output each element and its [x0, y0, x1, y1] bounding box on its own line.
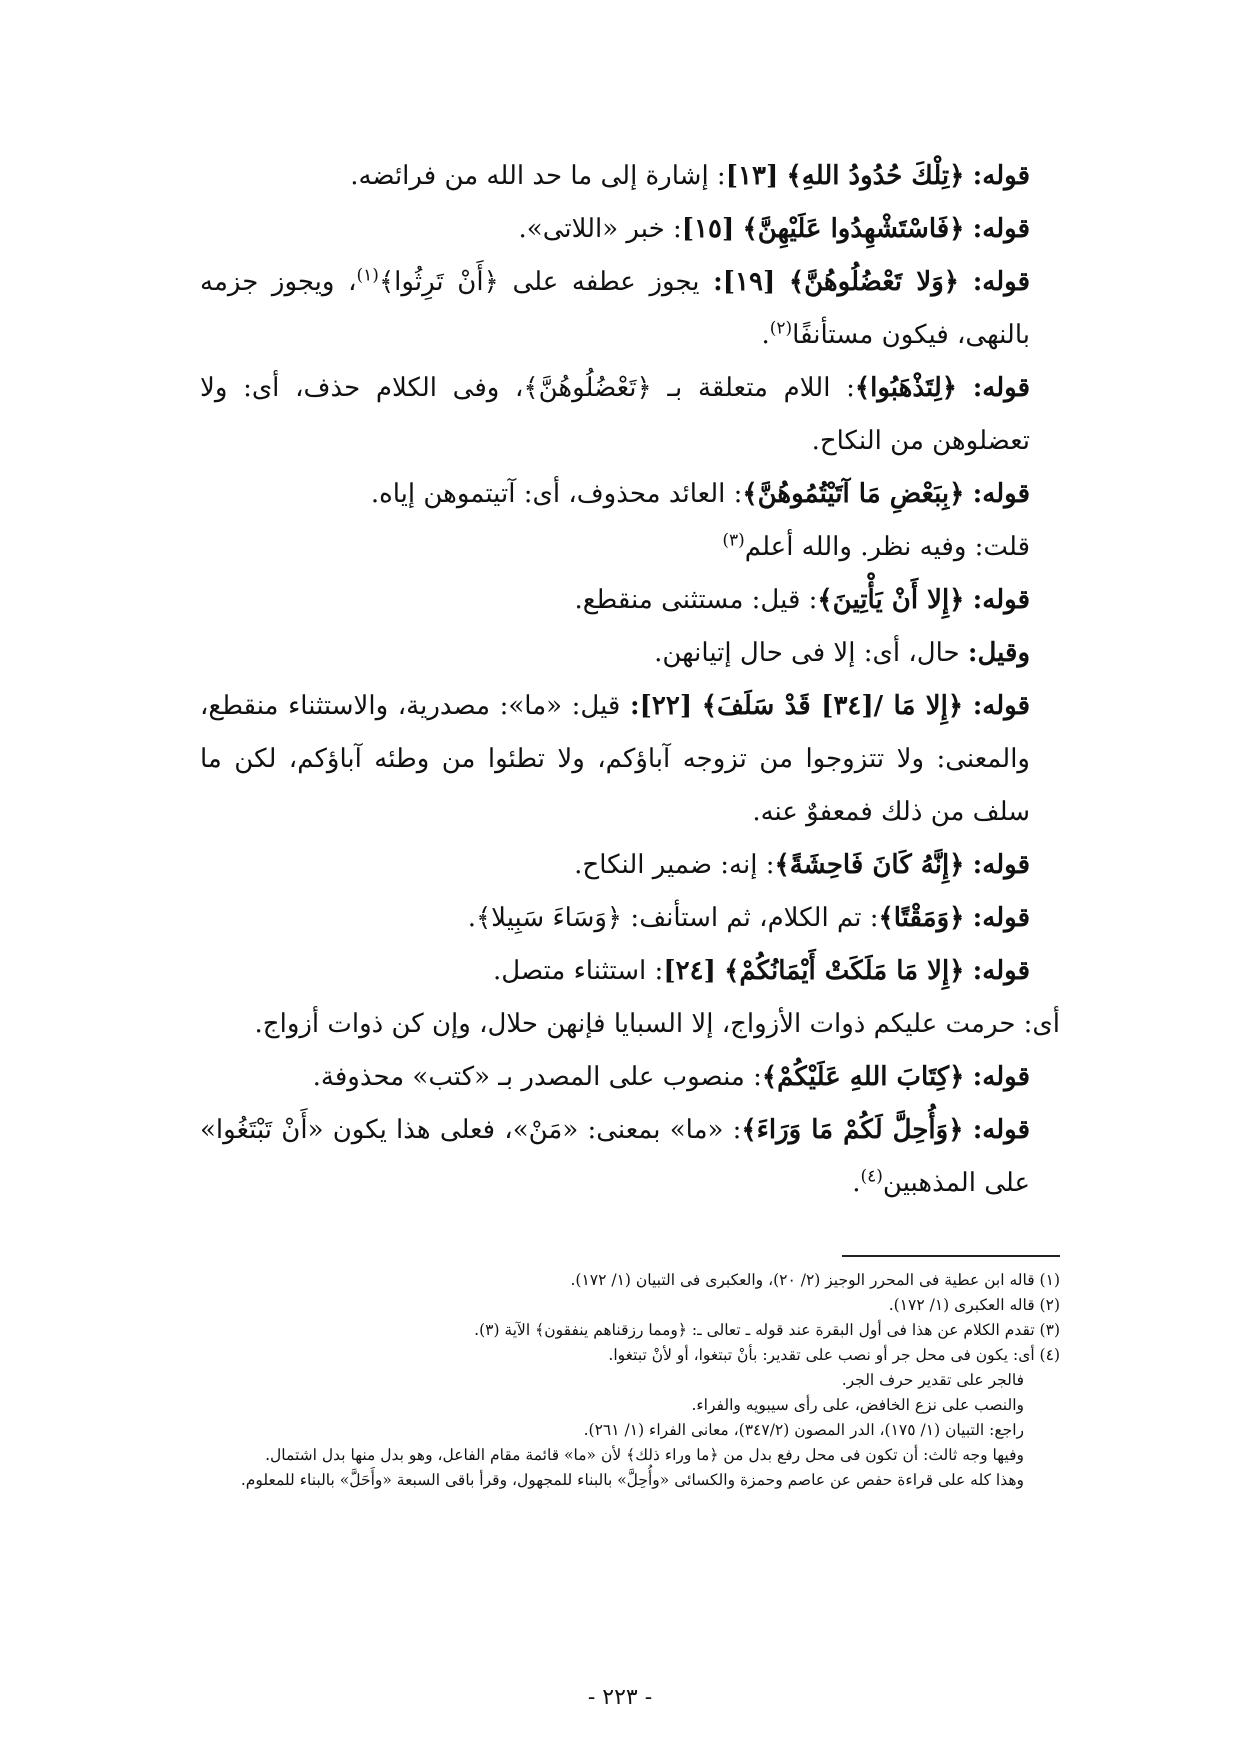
line-label: قوله: — [972, 373, 1031, 403]
text-paragraph — [200, 680, 1060, 839]
line-label: قوله: — [972, 585, 1030, 615]
quran-quote: ﴿فَاسْتَشْهِدُوا عَلَيْهِنَّ﴾ — [742, 214, 965, 244]
line-label: قوله: — [972, 1062, 1030, 1092]
text-line — [200, 998, 1060, 1051]
main-text — [200, 150, 1060, 1210]
footnote: (٣) تقدم الكلام عن هذا فى أول البقرة عند قوله ـ تعالى ـ: ﴿ومما رزقناهم ينفقون﴾ الآية (٣). — [474, 1321, 1060, 1339]
verse-ref: [١٥] — [681, 214, 735, 244]
text-line — [200, 203, 1060, 256]
footnote-continuation: راجع: التبيان (١/ ١٧٥)، الدر المصون (٣٤٧/٢)، معانى الفراء (١/ ٢٦١). — [583, 1421, 1024, 1439]
verse-ref: [٢٤] — [663, 956, 716, 986]
footnote-divider — [842, 1255, 1060, 1257]
footnote-marker: (١) — [356, 265, 379, 286]
quran-quote: ﴿وَلا تَعْضُلُوهُنَّ﴾ — [788, 267, 960, 297]
line-label: قوله: — [972, 850, 1030, 880]
text-line — [200, 574, 1060, 627]
text-line — [200, 468, 1060, 521]
verse-ref: [٢٢]: — [629, 691, 693, 721]
line-text: : إشارة إلى ما حد الله من فرائضه. — [350, 161, 726, 191]
quran-quote: ﴿إِلا مَا مَلَكَتْ أَيْمَانُكُمْ﴾ — [724, 956, 965, 986]
line-text: . — [852, 1168, 861, 1198]
line-text: قلت: وفيه نظر. والله أعلم — [744, 532, 1030, 562]
line-label: قوله: — [972, 903, 1030, 933]
text-paragraph — [200, 256, 1060, 362]
line-text: : قيل: مستثنى منقطع. — [574, 585, 818, 615]
footnote: (٢) قاله العكبرى (١/ ١٧٢). — [888, 1296, 1060, 1314]
line-text: : العائد محذوف، أى: آتيتموهن إياه. — [370, 479, 743, 509]
line-text: : «ما» بمعنى: «مَنْ»، فعلى هذا يكون «أَنْ تَبْتَغُوا» على المذهبين — [200, 1115, 1030, 1198]
line-text: ، ويجوز جزمه بالنهى، فيكون مستأنفًا — [200, 267, 1030, 350]
line-label: قوله: — [972, 214, 1030, 244]
text-line — [200, 892, 1060, 945]
line-text: : اللام متعلقة بـ ﴿تَعْضُلُوهُنَّ﴾، وفى الكلام حذف، أى: ولا تعضلوهن من النكاح. — [200, 373, 1030, 456]
line-text: قيل: «ما»: مصدرية، والاستثناء منقطع، والمعنى: ولا تتزوجوا من تزوجه آباؤكم، ولا تطئوا من وطئه آباؤكم، لكن ما سلف من ذلك فمعفوٌ عنه. — [200, 691, 1030, 827]
footnote: (٤) أى: يكون فى محل جر أو نصب على تقدير: بأنْ تبتغوا، أو لأنْ تبتغوا. — [608, 1346, 1060, 1364]
text-paragraph — [200, 362, 1060, 468]
line-text: : منصوب على المصدر بـ «كتب» محذوفة. — [312, 1062, 762, 1092]
line-text: . — [761, 320, 770, 350]
line-label: قوله: — [972, 1115, 1031, 1145]
line-text: : استثناء متصل. — [493, 956, 664, 986]
line-text: : خبر «اللاتى». — [518, 214, 682, 244]
text-line — [200, 839, 1060, 892]
footnotes — [200, 1268, 1060, 1493]
line-label: قوله: — [972, 479, 1030, 509]
verse-ref: [١٣] — [725, 161, 779, 191]
line-label: قوله: — [972, 691, 1031, 721]
footnote-continuation: وهذا كله على قراءة حفص عن عاصم وحمزة والكسائى «وأُحِلَّ» بالبناء للمجهول، وقرأ باقى السبعة «وأَحَلَّ» بالبناء للمعلوم. — [240, 1471, 1024, 1489]
text-paragraph — [200, 1104, 1060, 1210]
quran-quote: ﴿كِتَابَ اللهِ عَلَيْكُمْ﴾ — [761, 1062, 965, 1092]
footnote-continuation: فالجر على تقدير حرف الجر. — [841, 1371, 1024, 1389]
line-text: أى: حرمت عليكم ذوات الأزواج، إلا السبايا فإنهن حلال، وإن كن ذوات أزواج. — [254, 1009, 1060, 1039]
line-text: حال، أى: إلا فى حال إتيانهن. — [654, 638, 960, 668]
footnote-marker: (٤) — [860, 1166, 883, 1187]
quran-quote: ﴿وَمَقْتًا﴾ — [878, 903, 965, 933]
quran-quote: ﴿وَأُحِلَّ لَكُمْ مَا وَرَاءَ﴾ — [741, 1115, 964, 1145]
footnote-continuation: وفيها وجه ثالث: أن تكون فى محل رفع بدل من ﴿ما وراء ذلك﴾ لأن «ما» قائمة مقام الفاعل، وهو بدل منها بدل اشتمال. — [265, 1446, 1024, 1464]
text-line — [200, 150, 1060, 203]
quran-quote: ﴿إِلا أَنْ يَأْتِينَ﴾ — [817, 585, 965, 615]
line-text: يجوز عطفه على ﴿أَنْ تَرِثُوا﴾ — [378, 267, 700, 297]
line-text: : إنه: ضمير النكاح. — [574, 850, 775, 880]
line-label: قوله: — [972, 267, 1031, 297]
text-line — [200, 521, 1060, 574]
line-label: قوله: — [972, 161, 1030, 191]
footnote: (١) قاله ابن عطية فى المحرر الوجيز (٢/ ٢٠)، والعكبرى فى التبيان (١/ ١٧٢). — [570, 1271, 1060, 1289]
quran-quote: ﴿لِتَذْهَبُوا﴾ — [854, 373, 957, 403]
line-label: وقيل: — [967, 638, 1030, 668]
text-line — [200, 945, 1060, 998]
verse-ref: [١٩]: — [713, 267, 776, 297]
footnote-marker: (٢) — [769, 318, 793, 339]
text-line — [200, 1051, 1060, 1104]
line-label: قوله: — [972, 956, 1030, 986]
quran-quote: ﴿تِلْكَ حُدُودُ اللهِ﴾ — [786, 161, 965, 191]
quran-quote: ﴿إِنَّهُ كَانَ فَاحِشَةً﴾ — [774, 850, 965, 880]
footnote-marker: (٣) — [722, 530, 745, 551]
text-line — [200, 627, 1060, 680]
quran-quote: ﴿إِلا مَا /[٣٤] قَدْ سَلَفَ﴾ — [701, 691, 964, 721]
footnote-continuation: والنصب على نزع الخافض، على رأى سيبويه والفراء. — [691, 1396, 1024, 1414]
quran-quote: ﴿بِبَعْضِ مَا آتَيْتُمُوهُنَّ﴾ — [742, 479, 965, 509]
page-number: - ٢٢٣ - — [587, 1685, 653, 1710]
line-text: : تم الكلام، ثم استأنف: ﴿وَسَاءَ سَبِيلا﴾. — [467, 903, 879, 933]
